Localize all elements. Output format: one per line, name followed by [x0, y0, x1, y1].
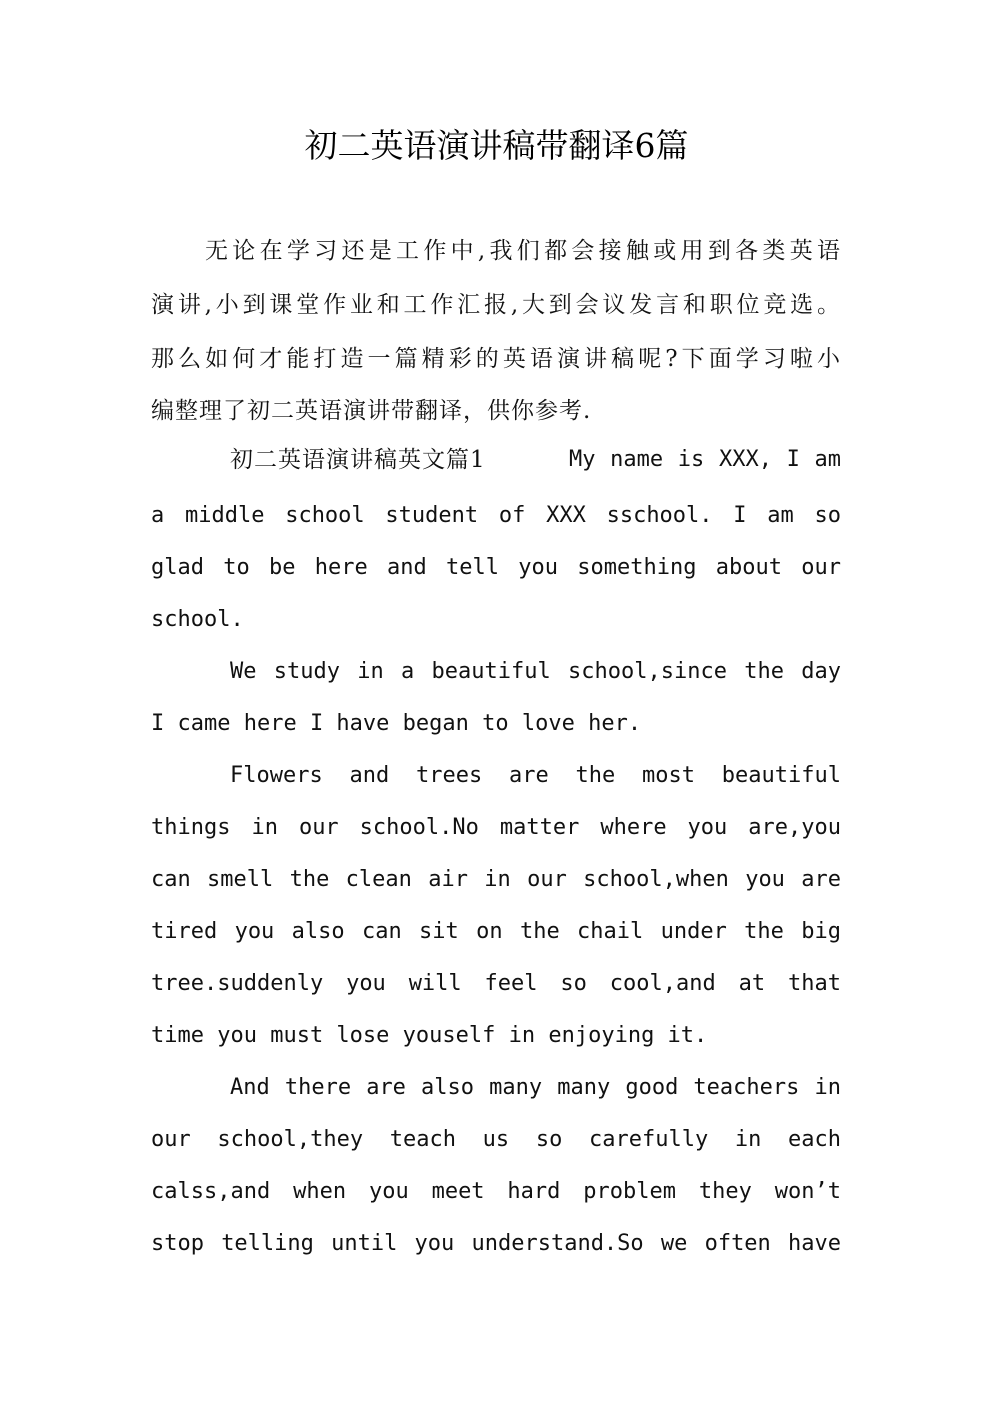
- paragraph-line: And there are also many many good teachers in: [230, 1075, 841, 1100]
- paragraph-line: My name is XXX, I am: [569, 447, 841, 472]
- document-title: 初二英语演讲稿带翻译6篇: [304, 126, 689, 165]
- intro-line: 编整理了初二英语演讲带翻译，供你参考.: [151, 398, 592, 424]
- paragraph-line: We study in a beautiful school,since the day: [230, 659, 841, 684]
- paragraph-line: can smell the clean air in our school,when you are: [151, 867, 841, 892]
- intro-line: 无论在学习还是工作中,我们都会接触或用到各类英语: [205, 238, 841, 264]
- paragraph-line: tree.suddenly you will feel so cool,and at that: [151, 971, 841, 996]
- paragraph-line: glad to be here and tell you something about our: [151, 555, 841, 580]
- paragraph-line: I came here I have began to love her.: [151, 711, 642, 736]
- paragraph-line: tired you also can sit on the chail under the big: [151, 919, 841, 944]
- paragraph-line: our school,they teach us so carefully in each: [151, 1127, 841, 1152]
- section-heading: 初二英语演讲稿英文篇1: [230, 447, 486, 473]
- paragraph-line: things in our school.No matter where you are,you: [151, 815, 841, 840]
- intro-line: 演讲,小到课堂作业和工作汇报,大到会议发言和职位竞选。: [151, 292, 841, 318]
- paragraph-line: a middle school student of XXX sschool. I am so: [151, 503, 841, 528]
- paragraph-line: school.: [151, 607, 244, 632]
- intro-line: 那么如何才能打造一篇精彩的英语演讲稿呢?下面学习啦小: [151, 346, 841, 372]
- paragraph-line: calss,and when you meet hard problem they won’t: [151, 1179, 841, 1204]
- paragraph-line: stop telling until you understand.So we often have: [151, 1231, 841, 1256]
- paragraph-line: Flowers and trees are the most beautiful: [230, 763, 841, 788]
- paragraph-line: time you must lose youself in enjoying it.: [151, 1023, 708, 1048]
